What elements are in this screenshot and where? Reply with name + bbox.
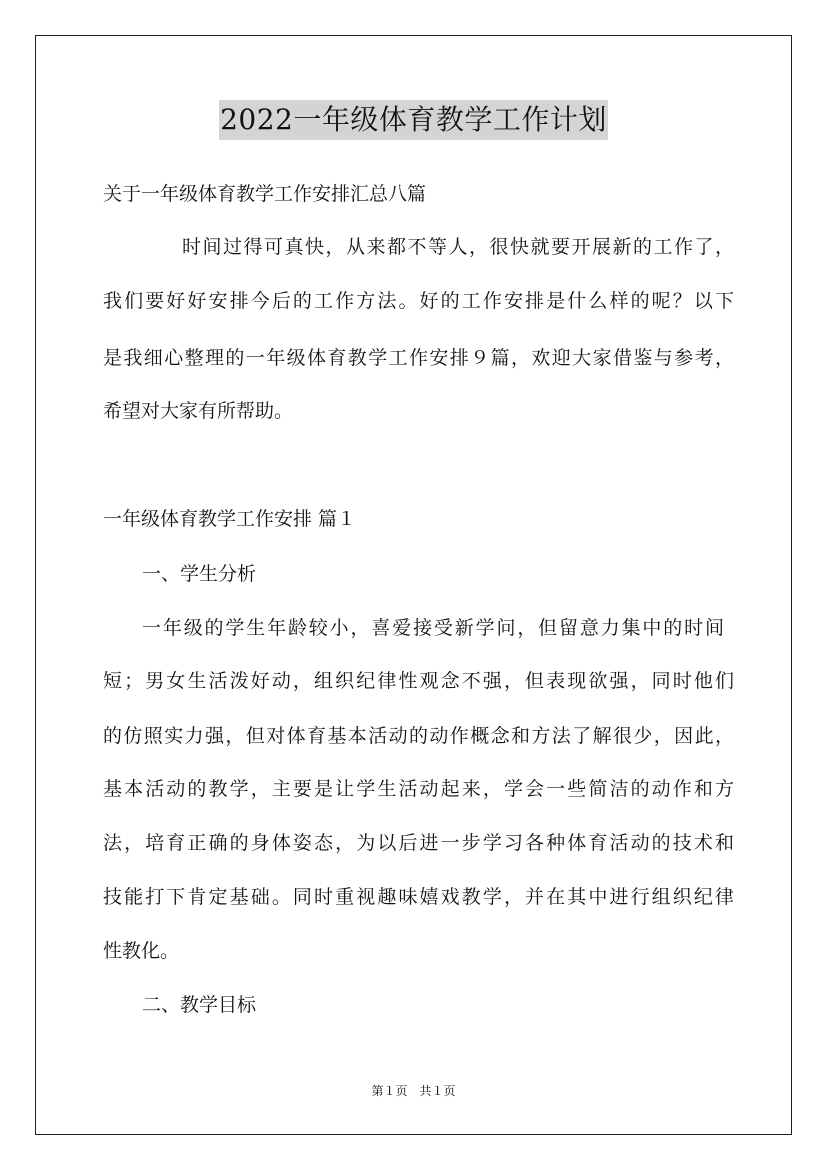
section-heading: 一年级体育教学工作安排 篇１ (103, 508, 357, 530)
part1-line: 的仿照实力强，但对体育基本活动的动作概念和方法了解很少，因此， (103, 725, 734, 747)
part2-heading: 二、教学目标 (142, 994, 257, 1016)
part1-line: 一年级的学生年龄较小，喜爱接受新学问，但留意力集中的时间 (142, 617, 724, 639)
part1-line: 性教化。 (103, 940, 180, 962)
page-footer: 第１页 共１页 (371, 1084, 456, 1098)
document-subtitle: 关于一年级体育教学工作安排汇总八篇 (103, 183, 427, 205)
part1-line: 短；男女生活泼好动，组织纪律性观念不强，但表现欲强，同时他们 (103, 670, 734, 692)
part1-line: 技能打下肯定基础。同时重视趣味嬉戏教学，并在其中进行组织纪律 (103, 886, 734, 908)
intro-line: 我们要好好安排今后的工作方法。好的工作安排是什么样的呢？以下 (103, 290, 734, 312)
part1-line: 法，培育正确的身体姿态，为以后进一步学习各种体育活动的技术和 (103, 832, 734, 854)
intro-line: 时间过得可真快，从来都不等人，很快就要开展新的工作了， (182, 236, 734, 258)
intro-line: 希望对大家有所帮助。 (103, 400, 294, 422)
document-title: 2022一年级体育教学工作计划 (219, 100, 608, 140)
title-container (0, 100, 827, 140)
intro-line: 是我细心整理的一年级体育教学工作安排９篇，欢迎大家借鉴与参考， (103, 347, 734, 369)
part1-line: 基本活动的教学，主要是让学生活动起来，学会一些简洁的动作和方 (103, 778, 734, 800)
part1-heading: 一、学生分析 (142, 563, 257, 585)
